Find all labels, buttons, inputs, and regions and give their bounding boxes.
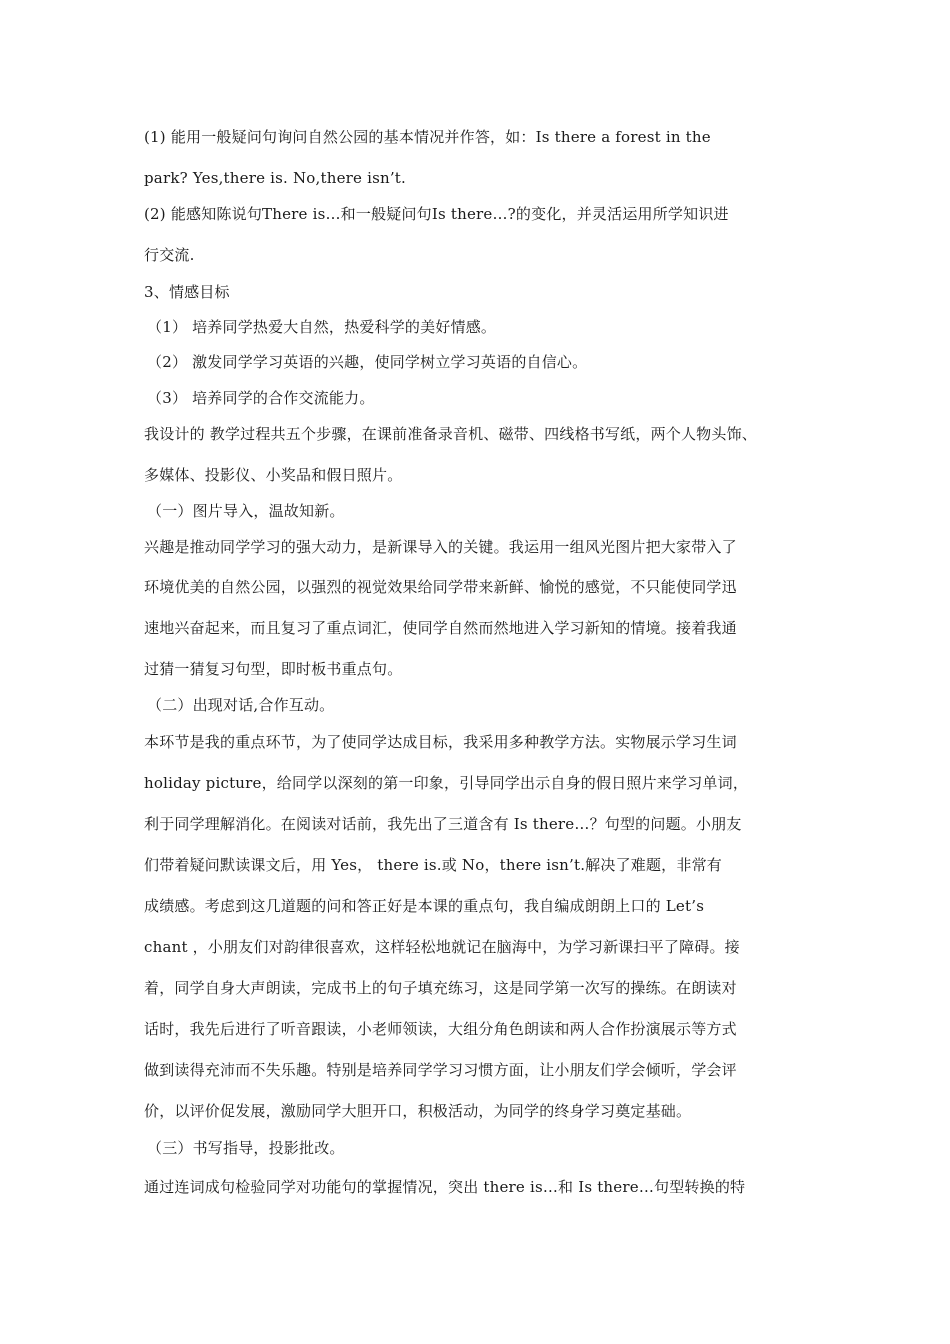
section-heading-emotional-goals: 3、情感目标 <box>144 283 230 301</box>
paragraph-step1-line-1: 兴趣是推动同学学习的强大动力，是新课导入的关键。我运用一组风光图片把大家带入了 <box>144 538 737 556</box>
paragraph-step2-line-9: 做到读得充沛而不失乐趣。特别是培养同学学习习惯方面，让小朋友们学会倾听，学会评 <box>144 1061 737 1079</box>
paragraph-step1-line-3: 速地兴奋起来，而且复习了重点词汇，使同学自然而然地进入学习新知的情境。接着我通 <box>144 619 737 637</box>
objective-line-1: (1) 能用一般疑问句询问自然公园的基本情况并作答，如：Is there a forest in the <box>144 128 711 146</box>
paragraph-process-line-2: 多媒体、投影仪、小奖品和假日照片。 <box>144 466 403 484</box>
objective-line-2-cont: 行交流. <box>144 246 195 264</box>
paragraph-step1-line-4: 过猜一猜复习句型，即时板书重点句。 <box>144 660 403 678</box>
step-heading-3: （三）书写指导，投影批改。 <box>147 1139 345 1157</box>
paragraph-step3-line-1: 通过连词成句检验同学对功能句的掌握情况，突出 there is…和 Is there…句型转换的特 <box>144 1178 746 1196</box>
emotional-goal-1: （1） 培养同学热爱大自然，热爱科学的美好情感。 <box>147 318 497 336</box>
paragraph-step2-line-3: 利于同学理解消化。在阅读对话前，我先出了三道含有 Is there…？句型的问题。小朋友 <box>144 815 742 833</box>
objective-line-2: (2) 能感知陈说句There is…和一般疑问句Is there…?的变化，并灵活运用所学知识进 <box>144 205 729 223</box>
step-heading-2: （二）出现对话,合作互动。 <box>147 696 335 714</box>
paragraph-step2-line-8: 话时，我先后进行了听音跟读，小老师领读，大组分角色朗读和两人合作扮演展示等方式 <box>144 1020 737 1038</box>
paragraph-step1-line-2: 环境优美的自然公园，以强烈的视觉效果给同学带来新鲜、愉悦的感觉，不只能使同学迅 <box>144 578 737 596</box>
step-heading-1: （一）图片导入，温故知新。 <box>147 502 345 520</box>
paragraph-step2-line-5: 成绩感。考虑到这几道题的问和答正好是本课的重点句，我自编成朗朗上口的 Let’s <box>144 897 705 915</box>
paragraph-step2-line-10: 价，以评价促发展，激励同学大胆开口，积极活动，为同学的终身学习奠定基础。 <box>144 1102 692 1120</box>
emotional-goal-2: （2） 激发同学学习英语的兴趣，使同学树立学习英语的自信心。 <box>147 353 588 371</box>
emotional-goal-3: （3） 培养同学的合作交流能力。 <box>147 389 375 407</box>
objective-line-1-cont: park? Yes,there is. No,there isn’t. <box>144 169 406 187</box>
paragraph-step2-line-2: holiday picture，给同学以深刻的第一印象，引导同学出示自身的假日照片来学习单词， <box>144 774 749 792</box>
paragraph-step2-line-1: 本环节是我的重点环节，为了使同学达成目标，我采用多种教学方法。实物展示学习生词 <box>144 733 737 751</box>
paragraph-step2-line-7: 着，同学自身大声朗读，完成书上的句子填充练习，这是同学第一次写的操练。在朗读对 <box>144 979 737 997</box>
paragraph-step2-line-6: chant ，小朋友们对韵律很喜欢，这样轻松地就记在脑海中，为学习新课扫平了障碍。接 <box>144 938 740 956</box>
paragraph-process-line-1: 我设计的 教学过程共五个步骤，在课前准备录音机、磁带、四线格书写纸，两个人物头饰、 <box>144 425 757 443</box>
paragraph-step2-line-4: 们带着疑问默读课文后，用 Yes， there is.或 No，there isn’t.解决了难题，非常有 <box>144 856 722 874</box>
